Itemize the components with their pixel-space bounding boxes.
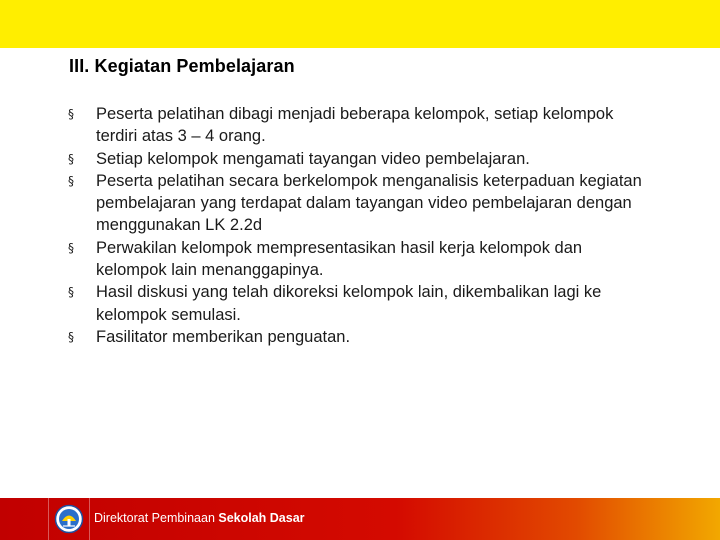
bullet-marker-icon: § <box>68 285 74 300</box>
bullet-text: Peserta pelatihan dibagi menjadi beberapa kelompok, setiap kelompok terdiri atas 3 – 4 orang. <box>96 105 614 146</box>
bullet-text: Perwakilan kelompok mempresentasikan hasil kerja kelompok dan kelompok lain menanggapinya. <box>96 238 583 280</box>
bullet-marker-icon: § <box>68 173 74 188</box>
bullet-marker-icon: § <box>68 240 74 255</box>
footer-caption-bold: Sekolah Dasar <box>218 511 305 525</box>
slide-title: III. Kegiatan Pembelajaran <box>69 56 295 76</box>
footer-caption <box>94 511 305 525</box>
bullet-marker-icon: § <box>68 107 74 121</box>
bullet-text: Setiap kelompok mengamati tayangan video pembelajaran. <box>96 149 530 168</box>
bullet-text: Peserta pelatihan secara berkelompok menganalisis keterpaduan kegiatan pembelajaran yang terdapat dalam tayangan video pembelajaran dengan menggunakan LK 2.2d <box>96 171 642 235</box>
top-yellow-band <box>0 0 720 48</box>
bullet-item <box>68 326 648 348</box>
bullet-item <box>68 237 648 282</box>
bullet-item <box>68 170 648 237</box>
bullet-item <box>68 103 648 148</box>
bullet-marker-icon: § <box>68 329 74 344</box>
footer-caption-prefix: Direktorat Pembinaan <box>94 511 219 525</box>
bullet-list <box>68 103 648 348</box>
bullet-item <box>68 148 648 170</box>
footer-divider <box>89 498 90 540</box>
bullet-item <box>68 281 648 326</box>
bullet-marker-icon: § <box>68 151 74 166</box>
tut-wuri-handayani-logo-icon <box>54 504 84 534</box>
bullet-text: Fasilitator memberikan penguatan. <box>96 327 351 346</box>
bullet-text: Hasil diskusi yang telah dikoreksi kelompok lain, dikembalikan lagi ke kelompok semulasi. <box>96 283 602 324</box>
footer-divider <box>48 498 49 540</box>
